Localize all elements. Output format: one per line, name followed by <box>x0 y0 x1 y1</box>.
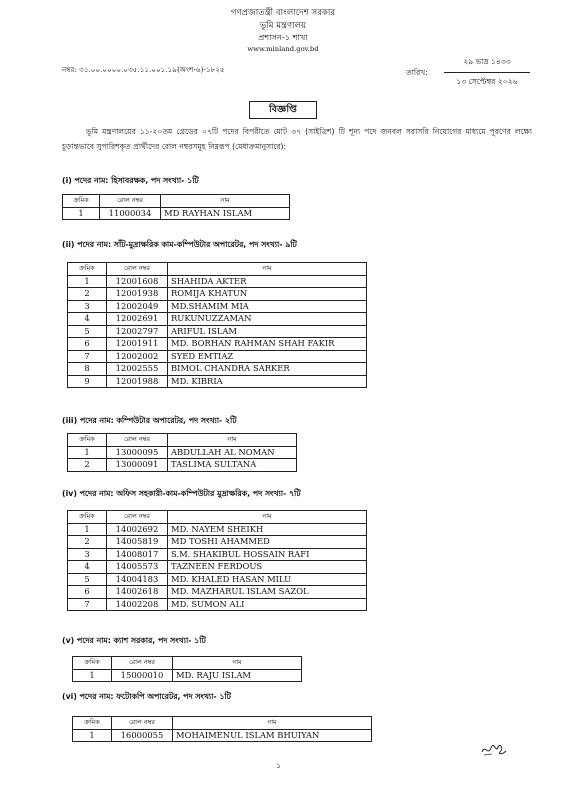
cell-roll: 12002555 <box>107 363 168 376</box>
table-row <box>68 459 297 472</box>
notice-title: বিজ্ঞপ্তি <box>249 101 317 119</box>
section-heading-cash-sarkar: (v) পদের নাম: ক্যাশ সরকার, পদ সংখ্যা- ১টি <box>62 636 206 645</box>
page-number: ১ <box>276 761 282 770</box>
table-row <box>68 548 367 561</box>
table-row <box>68 523 367 536</box>
table-row <box>68 573 367 586</box>
cell-name: S.M. SHAKIBUL HOSSAIN RAFI <box>168 548 367 561</box>
table-row <box>68 350 367 363</box>
cell-serial: 2 <box>68 288 107 301</box>
table-row <box>68 363 367 376</box>
table-row <box>68 375 367 388</box>
cell-name: MD. MAZHARUL ISLAM SAZOL <box>168 586 367 599</box>
section-heading-computer-operator: (iii) পদের নাম: কম্পিউটার অপারেটর, পদ সংখ্যা- ২টি <box>62 416 237 425</box>
col-roll: রোল নম্বর <box>112 657 173 670</box>
cell-name: SHAHIDA AKTER <box>168 275 367 288</box>
col-serial: ক্রমিক <box>68 263 107 276</box>
cell-name: MD. BORHAN RAHMAN SHAH FAKIR <box>168 338 367 351</box>
cell-roll: 12002002 <box>107 350 168 363</box>
cell-name: BIMOL CHANDRA SARKER <box>168 363 367 376</box>
col-roll: রোল নম্বর <box>112 717 173 730</box>
date-block <box>444 56 530 89</box>
col-serial: ক্রমিক <box>73 717 112 730</box>
cell-roll: 14002208 <box>107 598 168 611</box>
col-serial: ক্রমিক <box>68 511 107 524</box>
section-heading-stenographer: (ii) পদের নাম: সাঁট-মুদ্রাক্ষরিক কাম-কম্পিউটার অপারেটর, পদ সংখ্যা- ৯টি <box>62 240 297 249</box>
cell-serial: 1 <box>68 275 107 288</box>
table-accountant <box>62 194 290 220</box>
col-serial: ক্রমিক <box>63 195 100 208</box>
cell-serial: 1 <box>63 207 100 220</box>
col-name: নাম <box>173 657 302 670</box>
cell-name: MD. KIBRIA <box>168 375 367 388</box>
cell-roll: 12002049 <box>107 300 168 313</box>
cell-serial: 8 <box>68 363 107 376</box>
col-serial: ক্রমিক <box>73 657 112 670</box>
col-name: নাম <box>173 717 372 730</box>
table-row <box>68 313 367 326</box>
cell-roll: 12002797 <box>107 325 168 338</box>
table-row <box>68 275 367 288</box>
cell-roll: 12001608 <box>107 275 168 288</box>
cell-roll: 12002691 <box>107 313 168 326</box>
ministry-name: ভূমি মন্ত্রণালয় <box>259 21 307 31</box>
section-heading-accountant: (i) পদের নাম: হিসাবরক্ষক, পদ সংখ্যা- ১টি <box>62 176 199 185</box>
cell-roll: 14005819 <box>107 536 168 549</box>
website-link[interactable]: www.minland.gov.bd <box>247 45 319 53</box>
memo-number: নম্বর: ৩১.০০.০০০০.০৩৫.১১.০০১.১৯(অংশ-৬)-১৮২৫ <box>62 65 225 74</box>
cell-roll: 14005573 <box>107 561 168 574</box>
table-row <box>73 729 372 742</box>
cell-serial: 3 <box>68 548 107 561</box>
cell-roll: 14002618 <box>107 586 168 599</box>
cell-serial: 6 <box>68 586 107 599</box>
date-label: তারিখ: <box>406 68 428 77</box>
cell-serial: 7 <box>68 598 107 611</box>
cell-serial: 2 <box>68 459 107 472</box>
cell-serial: 4 <box>68 561 107 574</box>
cell-serial: 1 <box>68 523 107 536</box>
cell-name: SYED EMTIAZ <box>168 350 367 363</box>
cell-name: MD. NAYEM SHEIKH <box>168 523 367 536</box>
table-stenographer <box>67 262 367 388</box>
table-row <box>73 669 302 682</box>
date-english: ১৩ সেপ্টেম্বর ২০২৬ <box>456 77 518 86</box>
table-row <box>68 598 367 611</box>
cell-name: MOHAIMENUL ISLAM BHUIYAN <box>173 729 372 742</box>
cell-roll: 14008017 <box>107 548 168 561</box>
table-row <box>63 207 290 220</box>
table-row <box>68 536 367 549</box>
table-photocopy-operator <box>72 716 372 742</box>
cell-roll: 16000055 <box>112 729 173 742</box>
col-roll: রোল নম্বর <box>107 511 168 524</box>
signature-initials <box>480 742 508 758</box>
cell-serial: 6 <box>68 338 107 351</box>
table-row <box>68 446 297 459</box>
cell-roll: 12001911 <box>107 338 168 351</box>
cell-name: RUKUNUZZAMAN <box>168 313 367 326</box>
table-row <box>68 561 367 574</box>
section-heading-photocopy-operator: (vi) পদের নাম: ফটোকপি অপারেটর, পদ সংখ্যা- ১টি <box>62 692 231 701</box>
col-name: নাম <box>168 263 367 276</box>
cell-name: MD. RAJU ISLAM <box>173 669 302 682</box>
cell-name: MD TOSHI AHAMMED <box>168 536 367 549</box>
cell-roll: 14002692 <box>107 523 168 536</box>
cell-serial: 9 <box>68 375 107 388</box>
col-roll: রোল নম্বর <box>107 434 168 447</box>
col-name: নাম <box>168 511 367 524</box>
cell-serial: 3 <box>68 300 107 313</box>
cell-roll: 15000010 <box>112 669 173 682</box>
cell-name: ROMIJA KHATUN <box>168 288 367 301</box>
intro-paragraph: ভূমি মন্ত্রণালয়ের ১১-২০তম গ্রেডের ০৭টি পদের বিপরীতে মোট ৩৭ (সাইত্রিশ) টি শূন্য পদে জনবল সরাসরি নিয়োগের মাধ্যমে পূরণের লক্ষ্যে চূড়ান্তভাবে সুপারিশকৃত প্রার্থীদের রোল নম্বরসমূহ নিম্নরূপ (মেধাক্রমানুসারে): <box>62 127 532 151</box>
cell-serial: 4 <box>68 313 107 326</box>
cell-roll: 13000091 <box>107 459 168 472</box>
cell-serial: 2 <box>68 536 107 549</box>
table-row <box>68 288 367 301</box>
col-name: নাম <box>161 195 290 208</box>
cell-roll: 13000095 <box>107 446 168 459</box>
cell-name: MD. SUMON ALI <box>168 598 367 611</box>
cell-roll: 11000034 <box>100 207 161 220</box>
cell-name: MD RAYHAN ISLAM <box>161 207 290 220</box>
cell-serial: 1 <box>68 446 107 459</box>
cell-name: TASLIMA SULTANA <box>168 459 297 472</box>
cell-serial: 5 <box>68 573 107 586</box>
cell-name: MD.SHAMIM MIA <box>168 300 367 313</box>
cell-roll: 12001938 <box>107 288 168 301</box>
col-roll: রোল নম্বর <box>100 195 161 208</box>
cell-serial: 7 <box>68 350 107 363</box>
government-title: গণপ্রজাতন্ত্রী বাংলাদেশ সরকার <box>230 8 336 18</box>
col-serial: ক্রমিক <box>68 434 107 447</box>
cell-name: ARIFUL ISLAM <box>168 325 367 338</box>
cell-serial: 5 <box>68 325 107 338</box>
cell-roll: 12001988 <box>107 375 168 388</box>
table-row <box>68 300 367 313</box>
table-computer-operator <box>67 433 297 472</box>
cell-name: MD. KHALED HASAN MILU <box>168 573 367 586</box>
section-heading-office-assistant: (iv) পদের নাম: অফিস সহকারী-কাম-কম্পিউটার মুদ্রাক্ষরিক, পদ সংখ্যা- ৭টি <box>62 489 301 498</box>
cell-serial: 1 <box>73 729 112 742</box>
col-roll: রোল নম্বর <box>107 263 168 276</box>
col-name: নাম <box>168 434 297 447</box>
cell-name: ABDULLAH AL NOMAN <box>168 446 297 459</box>
table-row <box>68 338 367 351</box>
table-row <box>68 325 367 338</box>
cell-roll: 14004183 <box>107 573 168 586</box>
table-row <box>68 586 367 599</box>
cell-serial: 1 <box>73 669 112 682</box>
section-name: প্রশাসন-১ শাখা <box>258 32 308 42</box>
table-cash-sarkar <box>72 656 302 682</box>
cell-name: TAZNEEN FERDOUS <box>168 561 367 574</box>
date-bangla: ২৯ ভাদ্র ১৪৩৩ <box>444 56 530 73</box>
table-office-assistant <box>67 510 367 611</box>
